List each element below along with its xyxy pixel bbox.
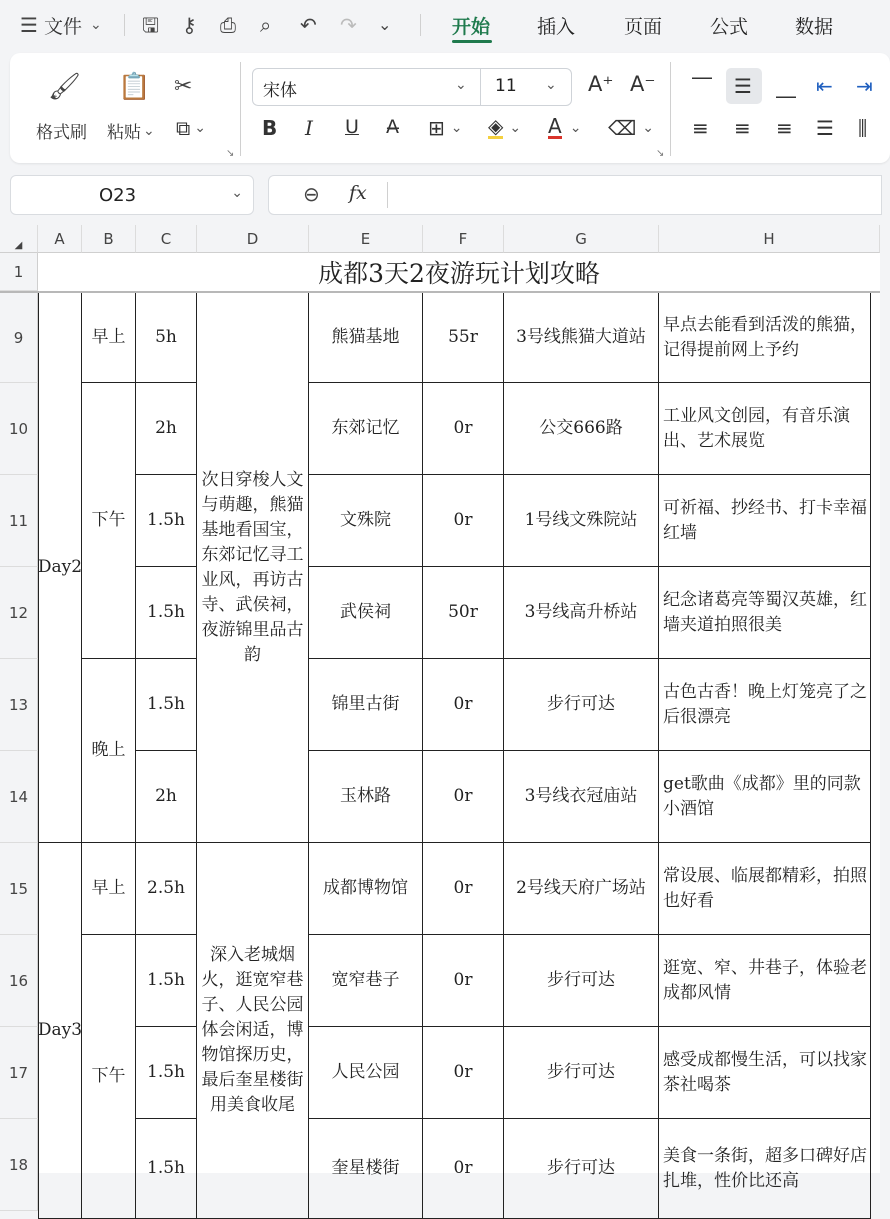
underline-button[interactable]: U	[345, 116, 359, 138]
column-header-f[interactable]: F	[423, 225, 504, 253]
transport-cell[interactable]: 步行可达	[504, 1119, 659, 1219]
cost-cell[interactable]: 0r	[423, 843, 504, 935]
fill-bucket-icon: ◈	[488, 114, 504, 138]
borders-button[interactable]	[428, 116, 463, 140]
chevron-down-icon: ⌄	[90, 17, 102, 33]
chevron-down-icon: ⌄	[450, 120, 463, 136]
file-menu[interactable]	[18, 12, 102, 38]
font-name-field[interactable]: 宋体	[263, 81, 297, 101]
duration-cell[interactable]: 1.5h	[136, 659, 197, 751]
select-all-corner[interactable]: ◢	[0, 225, 38, 253]
font-color-button[interactable]	[548, 116, 581, 139]
paste-icon[interactable]: 📋	[118, 72, 151, 102]
active-tab-indicator	[452, 40, 492, 43]
save-icon[interactable]: 🖫	[142, 13, 160, 37]
row-header-17[interactable]: 17	[0, 1027, 38, 1119]
copy-icon: ⧉	[176, 116, 191, 140]
more-chevron-icon[interactable]: ⌄	[378, 15, 392, 34]
grow-font-icon[interactable]: A⁺	[588, 72, 614, 96]
period-cell[interactable]: 下午	[82, 383, 136, 659]
title-bar	[0, 0, 880, 52]
transport-cell[interactable]: 步行可达	[504, 659, 659, 751]
transport-cell[interactable]: 3号线高升桥站	[504, 567, 659, 659]
column-header-c[interactable]: C	[136, 225, 197, 253]
paste-button[interactable]	[107, 118, 155, 143]
cost-cell[interactable]: 0r	[423, 475, 504, 567]
duration-cell[interactable]: 1.5h	[136, 475, 197, 567]
zoom-search-icon[interactable]: ⊖	[303, 182, 320, 206]
formula-bar[interactable]	[268, 175, 882, 215]
note-cell[interactable]: 美食一条街，超多口碑好店扎堆，性价比还高	[659, 1119, 871, 1219]
name-box[interactable]	[10, 175, 254, 215]
cell-reference[interactable]: O23	[99, 185, 137, 206]
print-preview-icon[interactable]: ⌕	[260, 13, 272, 37]
cost-cell[interactable]: 0r	[423, 383, 504, 475]
place-cell[interactable]: 宽窄巷子	[309, 935, 423, 1027]
place-cell[interactable]: 东郊记忆	[309, 383, 423, 475]
place-cell[interactable]: 成都博物馆	[309, 843, 423, 935]
duration-cell[interactable]: 1.5h	[136, 1027, 197, 1119]
note-cell[interactable]: 可祈福、抄经书、打卡幸福红墙	[659, 475, 871, 567]
place-cell[interactable]: 奎星楼街	[309, 1119, 423, 1219]
place-cell[interactable]: 人民公园	[309, 1027, 423, 1119]
row-header-13[interactable]: 13	[0, 659, 38, 751]
eraser-icon: ⌫	[608, 116, 637, 140]
note-cell[interactable]: 早点去能看到活泼的熊猫，记得提前网上予约	[659, 293, 871, 383]
undo-icon[interactable]: ↶	[300, 13, 317, 37]
cut-icon[interactable]: ✂	[174, 74, 193, 99]
clipboard-launcher-icon[interactable]: ↘	[226, 148, 235, 159]
align-center-icon[interactable]: ≡	[734, 116, 751, 140]
shrink-font-icon[interactable]: A⁻	[630, 72, 656, 96]
transport-cell[interactable]: 步行可达	[504, 935, 659, 1027]
row-header-14[interactable]: 14	[0, 751, 38, 843]
transport-cell[interactable]: 步行可达	[504, 1027, 659, 1119]
chevron-down-icon[interactable]: ⌄	[455, 77, 467, 93]
tab-data[interactable]: 数据	[795, 16, 834, 38]
cost-cell[interactable]: 50r	[423, 567, 504, 659]
row-header-18[interactable]: 18	[0, 1119, 38, 1211]
column-header-b[interactable]: B	[82, 225, 136, 253]
summary-cell[interactable]: 次日穿梭人文与萌趣，熊猫基地看国宝，东郊记忆寻工业风，再访古寺、武侯祠，夜游锦里品古韵	[197, 293, 309, 843]
spreadsheet-grid	[0, 225, 880, 1191]
place-cell[interactable]: 武侯祠	[309, 567, 423, 659]
chevron-down-icon: ⌄	[509, 119, 522, 136]
format-painter-icon[interactable]: 🖌	[48, 72, 82, 102]
format-painter-label[interactable]: 格式刷	[36, 123, 87, 143]
transport-cell[interactable]: 3号线衣冠庙站	[504, 751, 659, 843]
period-cell[interactable]: 晚上	[82, 659, 136, 843]
row-header-15[interactable]: 15	[0, 843, 38, 935]
place-cell[interactable]: 文殊院	[309, 475, 423, 567]
font-launcher-icon[interactable]: ↘	[656, 148, 665, 159]
distribute-icon[interactable]: ⫼	[858, 116, 868, 140]
tab-formula[interactable]: 公式	[710, 16, 749, 38]
justify-icon[interactable]: ☰	[816, 116, 834, 140]
column-header-a[interactable]: A	[38, 225, 82, 253]
note-cell[interactable]: 纪念诸葛亮等蜀汉英雄，红墙夹道拍照很美	[659, 567, 871, 659]
note-cell[interactable]: get歌曲《成都》里的同款小酒馆	[659, 751, 871, 843]
tab-page[interactable]: 页面	[624, 16, 663, 38]
cost-cell[interactable]: 0r	[423, 659, 504, 751]
note-cell[interactable]: 感受成都慢生活，可以找家茶社喝茶	[659, 1027, 871, 1119]
copy-button[interactable]	[176, 116, 206, 140]
row-header-10[interactable]: 10	[0, 383, 38, 475]
duration-cell[interactable]: 1.5h	[136, 567, 197, 659]
fill-color-button[interactable]	[488, 116, 521, 139]
chevron-down-icon: ⌄	[143, 122, 155, 139]
cost-cell[interactable]: 0r	[423, 935, 504, 1027]
align-right-icon[interactable]: ≡	[776, 116, 793, 140]
place-cell[interactable]: 锦里古街	[309, 659, 423, 751]
font-size-field[interactable]: 11	[495, 76, 517, 96]
duration-cell[interactable]: 2h	[136, 383, 197, 475]
borders-icon: ⊞	[428, 116, 445, 140]
chevron-down-icon: ⌄	[194, 120, 207, 136]
align-middle-icon[interactable]: ☰	[734, 74, 752, 98]
chevron-down-icon: ⌄	[569, 119, 582, 136]
period-cell[interactable]: 早上	[82, 843, 136, 935]
file-menu-label: 文件	[44, 15, 83, 38]
hamburger-icon: ☰	[20, 13, 38, 37]
note-cell[interactable]: 常设展、临展都精彩，拍照也好看	[659, 843, 871, 935]
note-cell[interactable]: 逛宽、窄、井巷子，体验老成都风情	[659, 935, 871, 1027]
align-left-icon[interactable]: ≡	[692, 116, 709, 140]
row-header-9[interactable]: 9	[0, 293, 38, 383]
font-selector[interactable]	[252, 68, 572, 106]
sheet-title[interactable]: 成都3天2夜游玩计划攻略	[38, 253, 880, 292]
align-top-icon[interactable]: ⎺	[692, 74, 712, 98]
clear-format-button[interactable]	[608, 116, 654, 140]
row-header-12[interactable]: 12	[0, 567, 38, 659]
cost-cell[interactable]: 0r	[423, 751, 504, 843]
chevron-down-icon[interactable]: ⌄	[545, 77, 557, 93]
align-bottom-icon[interactable]: ⎽	[776, 74, 796, 98]
place-cell[interactable]: 熊猫基地	[309, 293, 423, 383]
duration-cell[interactable]: 5h	[136, 293, 197, 383]
duration-cell[interactable]: 1.5h	[136, 935, 197, 1027]
cost-cell[interactable]: 0r	[423, 1027, 504, 1119]
summary-cell[interactable]: 深入老城烟火，逛宽窄巷子、人民公园体会闲适，博物馆探历史，最后奎星楼街用美食收尾	[197, 843, 309, 1219]
column-header-g[interactable]: G	[504, 225, 659, 253]
row-header-1[interactable]: 1	[0, 253, 38, 291]
bold-button[interactable]: B	[262, 116, 278, 140]
column-header-d[interactable]: D	[197, 225, 309, 253]
redo-icon[interactable]: ↷	[340, 13, 357, 37]
day-cell[interactable]: Day2	[38, 293, 82, 843]
decrease-indent-icon[interactable]: ⇤	[816, 74, 833, 98]
day-cell[interactable]: Day3	[38, 843, 82, 1219]
column-header-e[interactable]: E	[309, 225, 423, 253]
function-icon[interactable]: fx	[349, 182, 367, 204]
transport-cell[interactable]: 2号线天府广场站	[504, 843, 659, 935]
chevron-down-icon[interactable]: ⌄	[231, 185, 243, 201]
tab-home[interactable]: 开始	[452, 16, 491, 38]
increase-indent-icon[interactable]: ⇥	[856, 74, 873, 98]
key-icon[interactable]: ⚷	[182, 13, 197, 37]
transport-cell[interactable]: 公交666路	[504, 383, 659, 475]
row-header-11[interactable]: 11	[0, 475, 38, 567]
strikethrough-icon[interactable]: A̶	[386, 116, 399, 138]
print-icon[interactable]: ⎙	[220, 13, 236, 37]
duration-cell[interactable]: 2h	[136, 751, 197, 843]
duration-cell[interactable]: 2.5h	[136, 843, 197, 935]
italic-button[interactable]: I	[305, 116, 313, 140]
paste-label: 粘贴	[107, 123, 141, 143]
note-cell[interactable]: 工业风文创园，有音乐演出、艺术展览	[659, 383, 871, 475]
duration-cell[interactable]: 1.5h	[136, 1119, 197, 1219]
cost-cell[interactable]: 0r	[423, 1119, 504, 1219]
cost-cell[interactable]: 55r	[423, 293, 504, 383]
place-cell[interactable]: 玉林路	[309, 751, 423, 843]
note-cell[interactable]: 古色古香！晚上灯笼亮了之后很漂亮	[659, 659, 871, 751]
transport-cell[interactable]: 3号线熊猫大道站	[504, 293, 659, 383]
period-cell[interactable]: 早上	[82, 293, 136, 383]
font-color-icon: A	[548, 114, 562, 138]
row-header-16[interactable]: 16	[0, 935, 38, 1027]
chevron-down-icon: ⌄	[642, 120, 655, 136]
transport-cell[interactable]: 1号线文殊院站	[504, 475, 659, 567]
column-header-h[interactable]: H	[659, 225, 880, 253]
tab-insert[interactable]: 插入	[537, 16, 576, 38]
period-cell[interactable]: 下午	[82, 935, 136, 1219]
